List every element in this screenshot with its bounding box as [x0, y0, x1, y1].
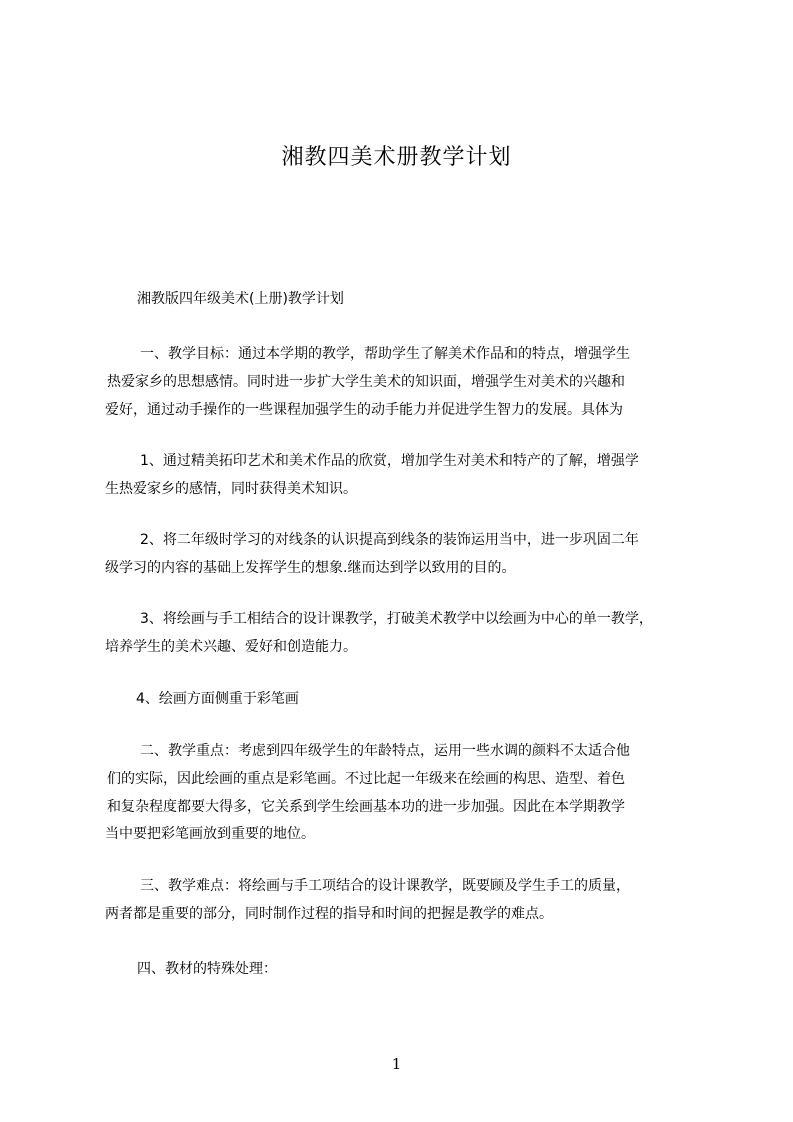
paragraph-line: 两者都是重要的部分，同时制作过程的指导和时间的把握是教学的难点。 [105, 906, 553, 922]
paragraph-line: 3、将绘画与手工相结合的设计课教学，打破美术教学中以绘画为中心的单一教学， [140, 611, 653, 627]
paragraph-line: 2、将二年级时学习的对线条的认识提高到线条的装饰运用当中，进一步巩固二年 [140, 532, 639, 548]
paragraph-line: 和复杂程度都要大得多，它关系到学生绘画基本功的进一步加强。因此在本学期教学 [107, 799, 625, 815]
paragraph-line: 培养学生的美术兴趣、爱好和创造能力。 [105, 639, 357, 655]
paragraph-line: 生热爱家乡的感情，同时获得美术知识。 [105, 481, 357, 497]
paragraph-line: 一、教学目标：通过本学期的教学，帮助学生了解美术作品和的特点，增强学生 [140, 346, 630, 362]
paragraph-line: 热爱家乡的思想感情。同时进一步扩大学生美术的知识面，增强学生对美术的兴趣和 [107, 374, 625, 390]
paragraph-line: 4、绘画方面侧重于彩笔画 [136, 691, 299, 707]
paragraph-line: 当中要把彩笔画放到重要的地位。 [105, 826, 315, 842]
paragraph-line: 们的实际，因此绘画的重点是彩笔画。不过比起一年级来在绘画的构思、造型、着色 [107, 771, 625, 787]
paragraph-line: 四、教材的特殊处理： [137, 961, 277, 977]
paragraph-line: 三、教学难点：将绘画与手工项结合的设计课教学，既要顾及学生手工的质量， [140, 878, 630, 894]
document-subtitle: 湘教版四年级美术(上册)教学计划 [137, 291, 344, 307]
paragraph-line: 二、教学重点：考虑到四年级学生的年龄特点，运用一些水调的颜料不太适合他 [140, 743, 630, 759]
paragraph-line: 级学习的内容的基础上发挥学生的想象.继而达到学以致用的目的。 [105, 560, 516, 576]
page-number: 1 [391, 1055, 402, 1073]
paragraph-line: 爱好，通过动手操作的一些课程加强学生的动手能力并促进学生智力的发展。具体为 [105, 402, 623, 418]
document-title: 湘教四美术册教学计划 [281, 145, 512, 170]
paragraph-line: 1、通过精美拓印艺术和美术作品的欣赏，增加学生对美术和特产的了解，增强学 [140, 453, 639, 469]
